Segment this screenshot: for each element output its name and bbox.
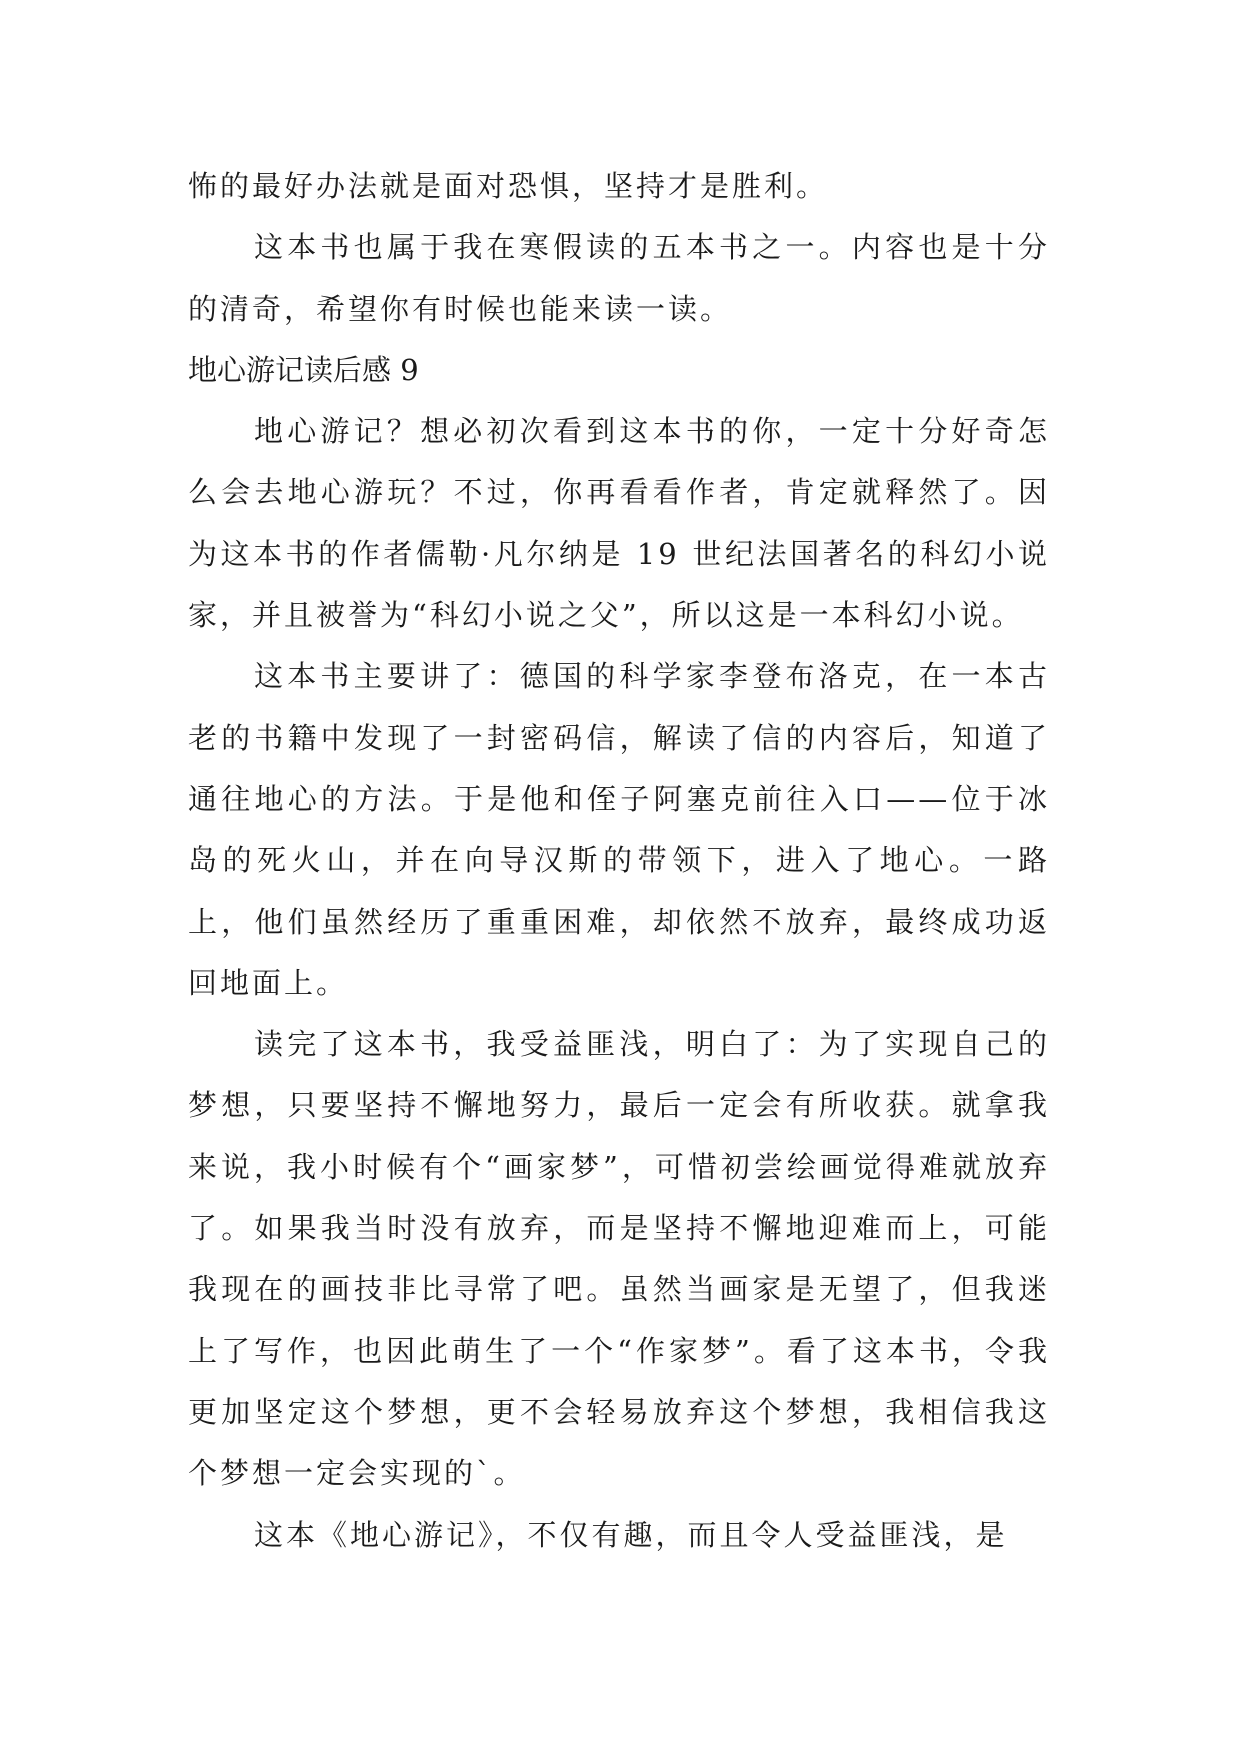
paragraph-body-1: 地心游记？想必初次看到这本书的你，一定十分好奇怎么会去地心游玩？不过，你再看看作者，肯定就释然了。因为这本书的作者儒勒·凡尔纳是 19 世纪法国著名的科幻小说家，并且被誉为“科幻小说之父”，所以这是一本科幻小说。 — [188, 414, 1050, 633]
paragraph-body-4: 这本《地心游记》，不仅有趣，而且令人受益匪浅，是 — [254, 1517, 1008, 1552]
paragraph-body-2: 这本书主要讲了：德国的科学家李登布洛克，在一本古老的书籍中发现了一封密码信，解读了信的内容后，知道了通往地心的方法。于是他和侄子阿塞克前往入口——位于冰岛的死火山，并在向导汉斯的带领下，进入了地心。一路上，他们虽然经历了重重困难，却依然不放弃，最终成功返回地面上。 — [188, 659, 1050, 1000]
paragraph-intro: 这本书也属于我在寒假读的五本书之一。内容也是十分的清奇，希望你有时候也能来读一读。 — [188, 230, 1050, 326]
document-body — [188, 156, 1050, 1566]
section-heading: 地心游记读后感 9 — [188, 352, 419, 387]
paragraph-continuation: 怖的最好办法就是面对恐惧，坚持才是胜利。 — [188, 169, 829, 203]
paragraph-body-3: 读完了这本书，我受益匪浅，明白了：为了实现自己的梦想，只要坚持不懈地努力，最后一定会有所收获。就拿我来说，我小时候有个“画家梦”，可惜初尝绘画觉得难就放弃了。如果我当时没有放弃，而是坚持不懈地迎难而上，可能我现在的画技非比寻常了吧。虽然当画家是无望了，但我迷上了写作，也因此萌生了一个“作家梦”。看了这本书，令我更加坚定这个梦想，更不会轻易放弃这个梦想，我相信我这个梦想一定会实现的`。 — [188, 1027, 1050, 1491]
